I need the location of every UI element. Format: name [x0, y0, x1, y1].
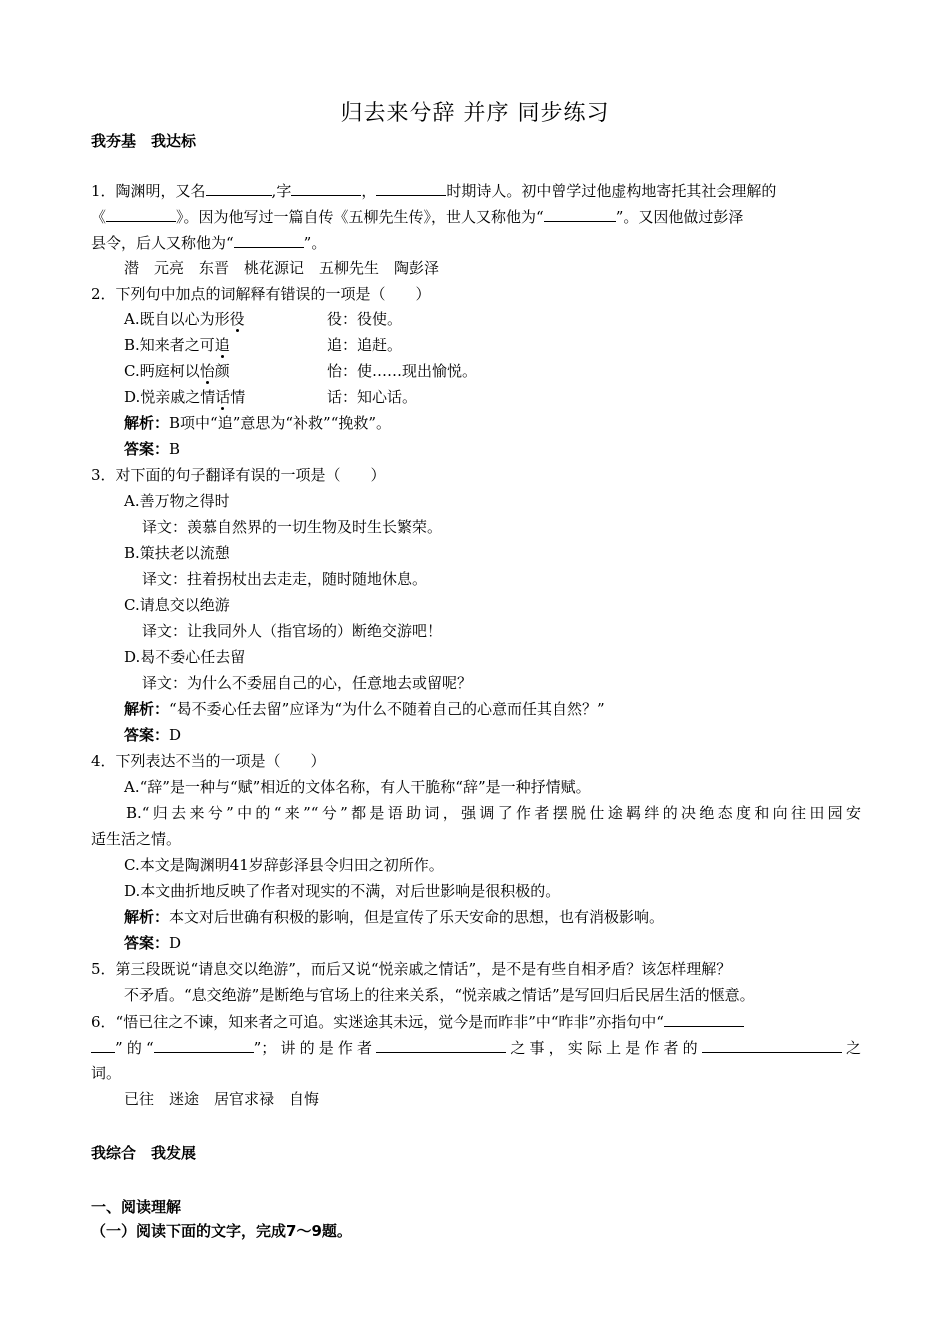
answer-label: 答案： — [124, 726, 170, 744]
question-5-stem: 5．第三段既说“请息交以绝游”，而后又说“悦亲戚之情话”，是不是有些自相矛盾？该怎样理解？ — [91, 960, 732, 978]
q6-text: ”；讲的是作者 — [253, 1039, 377, 1057]
option-text: 颜 — [214, 362, 230, 380]
question-2-gloss-d: 话：知心话。 — [327, 388, 418, 406]
part-subheading: （一）阅读下面的文字，完成7～9题。 — [91, 1222, 352, 1240]
q1-text: 》。因为他写过一篇自传《五柳先生传》，世人又称他为“ — [176, 208, 544, 226]
analysis-label: 解析： — [124, 414, 170, 432]
answer-blank[interactable] — [376, 1037, 506, 1053]
question-3-stem: 3．对下面的句子翻译有误的一项是（ ） — [91, 466, 386, 484]
question-3-translation-a: 译文：羡慕自然界的一切生物及时生长繁荣。 — [142, 518, 443, 536]
question-2-gloss-a: 役：役使。 — [327, 310, 403, 328]
question-4-answer — [124, 933, 181, 953]
q1-text: 时期诗人。初中曾学过他虚构地寄托其社会理解的 — [446, 182, 777, 200]
q1-text: ”。又因他做过彭泽 — [615, 208, 744, 226]
question-5-answer: 不矛盾。“息交绝游”是断绝与官场上的往来关系，“悦亲戚之情话”是写回归后民居生活的惬意。 — [124, 986, 755, 1004]
question-3-analysis — [124, 699, 605, 719]
option-text: B.知来者之可 — [124, 336, 215, 354]
question-4-option-b: B.“归去来兮”中的“来”“兮”都是语助词，强调了作者摆脱仕途羁绊的决绝态度和向往田园安 — [126, 804, 861, 822]
question-4-option-b-cont: 适生活之情。 — [91, 830, 182, 848]
question-6-line-2 — [91, 1037, 861, 1058]
answer-label: 答案： — [124, 934, 170, 952]
option-text: D.悦亲戚之情 — [124, 388, 216, 406]
q1-text: 《 — [91, 208, 107, 226]
question-4-stem: 4．下列表达不当的一项是（ ） — [91, 752, 326, 770]
dotted-word: 役 — [229, 310, 245, 328]
question-3-option-d: D.曷不委心任去留 — [124, 648, 246, 666]
answer-blank[interactable] — [702, 1037, 842, 1053]
answer-blank[interactable] — [664, 1011, 744, 1027]
question-6-line-3: 词。 — [91, 1064, 122, 1082]
analysis-label: 解析： — [124, 700, 170, 718]
question-4-option-a: A.“辞”是一种与“赋”相近的文体名称，有人干脆称“辞”是一种抒情赋。 — [124, 778, 591, 796]
answer-blank[interactable] — [234, 232, 304, 248]
question-3-option-b: B.策扶老以流憩 — [124, 544, 230, 562]
answer-value: D — [169, 726, 182, 744]
dotted-word: 追 — [214, 336, 230, 354]
q6-text: 之 — [841, 1039, 861, 1057]
answer-value: B — [169, 440, 181, 458]
question-3-translation-b: 译文：拄着拐杖出去走走，随时随地休息。 — [142, 570, 428, 588]
question-4-option-d: D.本文曲折地反映了作者对现实的不满，对后世影响是很积极的。 — [124, 882, 561, 900]
question-2-option-d — [124, 387, 245, 407]
question-1-line-1 — [91, 180, 861, 201]
question-1-line-2 — [91, 206, 861, 227]
q6-text: 6．“悟已往之不谏，知来者之可追。实迷途其未远，觉今是而昨非”中“昨非”亦指句中“ — [91, 1013, 664, 1031]
question-3-option-a: A.善万物之得时 — [124, 492, 230, 510]
option-text: 情 — [230, 388, 246, 406]
question-2-analysis — [124, 413, 391, 433]
question-2-answer — [124, 439, 180, 459]
page-title: 归去来兮辞 并序 同步练习 — [340, 101, 610, 126]
dotted-word: 怡 — [199, 362, 215, 380]
answer-blank[interactable] — [291, 180, 361, 196]
analysis-text: 本文对后世确有积极的影响，但是宣传了乐天安命的思想，也有消极影响。 — [169, 908, 665, 926]
analysis-text: “曷不委心任去留”应译为“为什么不随着自己的心意而任其自然？” — [169, 700, 605, 718]
question-2-stem: 2．下列句中加点的词解释有错误的一项是（ ） — [91, 285, 431, 303]
part-heading-reading: 一、阅读理解 — [91, 1198, 182, 1216]
question-3-translation-d: 译文：为什么不委屈自己的心，任意地去或留呢？ — [142, 674, 473, 692]
question-1-answer: 潜 元亮 东晋 桃花源记 五柳先生 陶彭泽 — [124, 259, 440, 277]
question-6-line-1 — [91, 1011, 861, 1032]
question-2-option-b — [124, 335, 230, 355]
q1-text: ”。 — [303, 234, 327, 252]
q6-text: ”的“ — [115, 1039, 154, 1057]
q6-text: 之事，实际上是作者的 — [506, 1039, 702, 1057]
question-2-option-c — [124, 361, 230, 381]
q1-text: 县令，后人又称他为“ — [91, 234, 234, 252]
question-3-answer — [124, 725, 181, 745]
answer-blank[interactable] — [376, 180, 446, 196]
question-2-gloss-c: 怡：使……现出愉悦。 — [327, 362, 478, 380]
question-2-option-a — [124, 309, 245, 329]
question-6-answer: 已往 迷途 居官求禄 自悔 — [124, 1090, 320, 1108]
question-4-option-c: C.本文是陶渊明41岁辞彭泽县令归田之初所作。 — [124, 856, 444, 874]
question-3-option-c: C.请息交以绝游 — [124, 596, 230, 614]
option-text: C.眄庭柯以 — [124, 362, 200, 380]
question-1-line-3 — [91, 232, 861, 253]
answer-blank[interactable] — [154, 1037, 254, 1053]
answer-blank[interactable] — [106, 206, 176, 222]
q1-text: 1．陶渊明，又名 — [91, 182, 206, 200]
answer-value: D — [169, 934, 182, 952]
answer-blank[interactable] — [206, 180, 272, 196]
q1-text: ， — [361, 182, 377, 200]
section-heading-basic: 我夯基 我达标 — [91, 132, 197, 150]
question-3-translation-c: 译文：让我同外人（指官场的）断绝交游吧！ — [142, 622, 443, 640]
answer-label: 答案： — [124, 440, 170, 458]
analysis-text: B项中“追”意思为“补救”“挽救”。 — [169, 414, 392, 432]
dotted-word: 话 — [215, 388, 231, 406]
question-2-gloss-b: 追：追赶。 — [327, 336, 403, 354]
section-heading-advanced: 我综合 我发展 — [91, 1144, 197, 1162]
answer-blank[interactable] — [91, 1037, 115, 1053]
answer-blank[interactable] — [544, 206, 616, 222]
analysis-label: 解析： — [124, 908, 170, 926]
q1-text: ,字 — [271, 182, 292, 200]
question-4-analysis — [124, 907, 664, 927]
option-text: A.既自以心为形 — [124, 310, 230, 328]
